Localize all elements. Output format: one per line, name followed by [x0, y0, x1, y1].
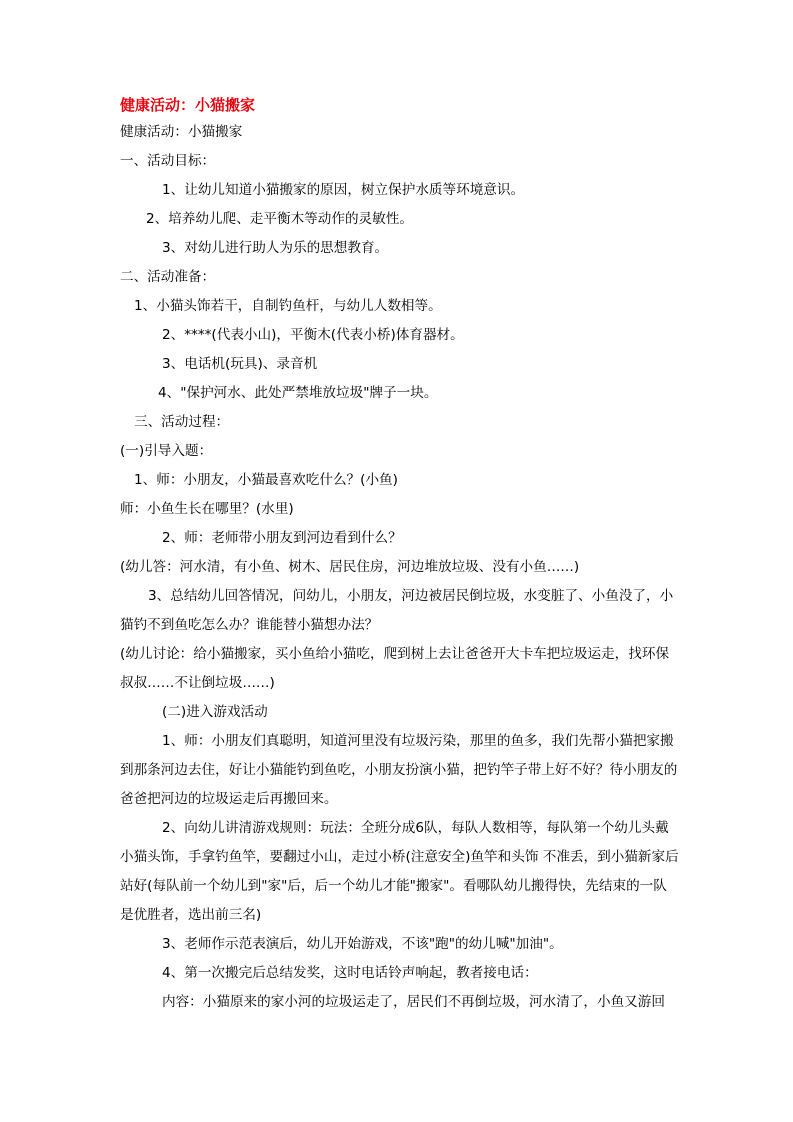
- process-answer: (幼儿讨论：给小猫搬家，买小鱼给小猫吃，爬到树上去让爸爸开大卡车把垃圾运走，找环保叔叔……不让倒垃圾……): [120, 646, 670, 691]
- prep-item: 1、小猫头饰若干，自制钓鱼杆，与幼儿人数相等。: [134, 298, 442, 314]
- goal-item: 3、对幼儿进行助人为乐的思想教育。: [162, 240, 389, 256]
- game-item: 1、师：小朋友们真聪明，知道河里没有垃圾污染，那里的鱼多，我们先帮小猫把家搬到那条河边去住，好让小猫能钓到鱼吃，小朋友扮演小猫，把钓竿子带上好不好？待小朋友的爸爸把河边的垃圾运走后再搬回来。: [120, 733, 678, 807]
- goal-item: 1、让幼儿知道小猫搬家的原因，树立保护水质等环境意识。: [162, 182, 525, 198]
- prep-item: 4、"保护河水、此处严禁堆放垃圾"牌子一块。: [158, 385, 438, 401]
- subsection-heading: (一)引导入题：: [120, 443, 213, 459]
- goal-item: 2、培养幼儿爬、走平衡木等动作的灵敏性。: [146, 211, 413, 227]
- game-item: 内容：小猫原来的家小河的垃圾运走了，居民们不再倒垃圾，河水清了，小鱼又游回: [162, 994, 665, 1010]
- game-item: 4、第一次搬完后总结发奖，这时电话铃声响起，教者接电话：: [162, 965, 538, 981]
- subtitle: 健康活动：小猫搬家: [120, 124, 243, 140]
- document-page: [120, 94, 680, 1017]
- process-item: 2、师：老师带小朋友到河边看到什么？: [162, 530, 402, 546]
- game-item: 3、老师作示范表演后，幼儿开始游戏，不该"跑"的幼儿喊"加油"。: [162, 936, 563, 952]
- section-heading-process: 三、活动过程：: [134, 414, 230, 430]
- prep-item: 2、****(代表小山)，平衡木(代表小桥)体育器材。: [162, 327, 464, 343]
- process-answer: (幼儿答：河水清，有小鱼、树木、居民住房，河边堆放垃圾、没有小鱼……): [120, 559, 580, 575]
- prep-item: 3、电话机(玩具)、录音机: [162, 356, 318, 372]
- subsection-heading: (二)进入游戏活动: [162, 704, 268, 720]
- process-item: 师：小鱼生长在哪里？(水里): [120, 501, 294, 517]
- game-item: 2、向幼儿讲清游戏规则：玩法：全班分成6队，每队人数相等，每队第一个幼儿头戴小猫头饰，手拿钓鱼竿，要翻过小山，走过小桥(注意安全)鱼竿和头饰 不准丢，到小猫新家后站好(每队前一个幼儿到"家"后，后一个幼儿才能"搬家"。看哪队幼儿搬得快，先结束的一队是优胜者，选出前三名): [120, 820, 679, 923]
- process-item: 3、总结幼儿回答情况，问幼儿，小朋友，河边被居民倒垃圾，水变脏了、小鱼没了，小猫钓不到鱼吃怎么办？谁能替小猫想办法？: [120, 588, 674, 633]
- section-heading-goals: 一、活动目标：: [120, 153, 216, 169]
- process-item: 1、师：小朋友，小猫最喜欢吃什么？(小鱼): [134, 472, 398, 488]
- document-title: 健康活动：小猫搬家: [120, 96, 256, 114]
- section-heading-preparation: 二、活动准备：: [120, 269, 216, 285]
